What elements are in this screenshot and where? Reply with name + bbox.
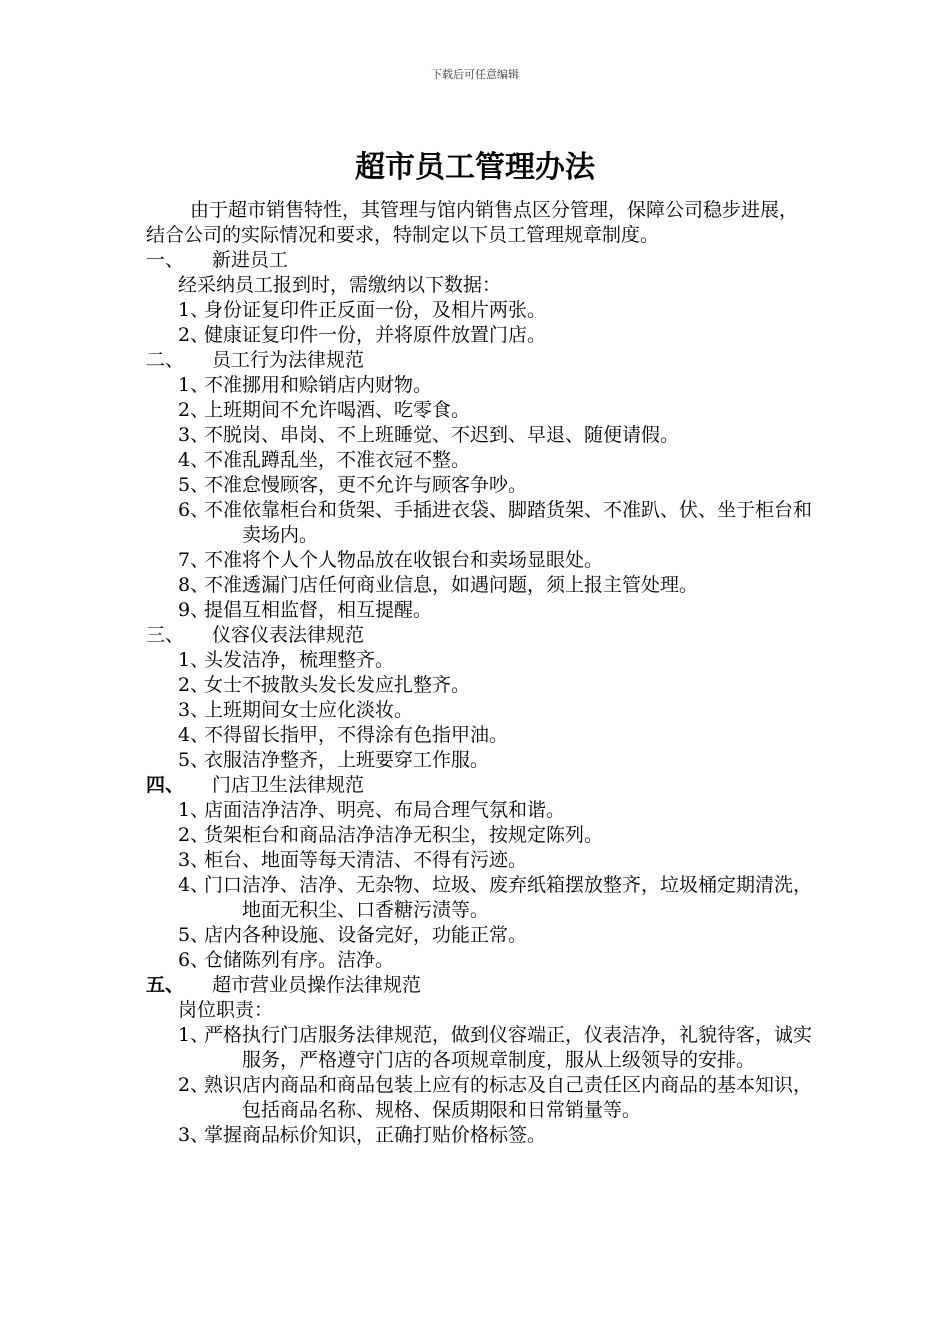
item-number: 4、 xyxy=(178,874,210,896)
list-item xyxy=(146,648,816,673)
section-label: 新进员工 xyxy=(212,249,289,271)
list-item xyxy=(146,573,816,598)
list-item xyxy=(146,723,816,748)
item-number: 2、 xyxy=(178,674,210,696)
item-text: 货架柜台和商品洁净洁净无积尘，按规定陈列。 xyxy=(204,824,604,846)
item-text: 身份证复印件正反面一份，及相片两张。 xyxy=(204,299,547,321)
section-sub-intro: 岗位职责： xyxy=(178,999,274,1021)
section-label: 员工行为法律规范 xyxy=(212,349,365,371)
section-heading xyxy=(146,348,816,373)
item-text: 不准乱蹲乱坐，不准衣冠不整。 xyxy=(204,449,471,471)
item-number: 4、 xyxy=(178,724,210,746)
list-item xyxy=(146,948,816,973)
list-item xyxy=(146,473,816,498)
section-number: 二、 xyxy=(146,349,185,371)
document-title: 超市员工管理办法 xyxy=(355,150,595,185)
section-4 xyxy=(146,773,816,973)
item-text: 店面洁净洁净、明亮、布局合理气氛和谐。 xyxy=(204,799,566,821)
item-text: 不得留长指甲，不得涂有色指甲油。 xyxy=(204,724,509,746)
item-number: 4、 xyxy=(178,449,210,471)
item-number: 1、 xyxy=(178,799,210,821)
item-number: 3、 xyxy=(178,1124,210,1146)
section-heading xyxy=(146,248,816,273)
item-text: 不准将个人个人物品放在收银台和卖场显眼处。 xyxy=(204,549,604,571)
section-2 xyxy=(146,348,816,623)
item-number: 2、 xyxy=(178,399,210,421)
section-1 xyxy=(146,248,816,348)
section-label: 门店卫生法律规范 xyxy=(212,774,365,796)
item-number: 1、 xyxy=(178,1024,210,1046)
item-text: 不准挪用和赊销店内财物。 xyxy=(204,374,433,396)
sections-container xyxy=(146,248,816,1148)
section-label: 超市营业员操作法律规范 xyxy=(212,974,422,996)
item-text: 柜台、地面等每天清洁、不得有污迹。 xyxy=(204,849,528,871)
list-item xyxy=(146,1123,816,1148)
list-item xyxy=(146,798,816,823)
section-items xyxy=(146,1023,816,1148)
item-number: 1、 xyxy=(178,299,210,321)
item-number: 3、 xyxy=(178,424,210,446)
item-number: 1、 xyxy=(178,649,210,671)
list-item xyxy=(146,373,816,398)
list-item xyxy=(146,748,816,773)
item-text: 熟识店内商品和商品包装上应有的标志及自己责任区内商品的基本知识，包括商品名称、规格、保质期限和日常销量等。 xyxy=(204,1074,813,1121)
item-number: 6、 xyxy=(178,499,210,521)
section-number: 三、 xyxy=(146,624,185,646)
item-text: 掌握商品标价知识，正确打贴价格标签。 xyxy=(204,1124,547,1146)
section-label: 仪容仪表法律规范 xyxy=(212,624,365,646)
item-text: 不准依靠柜台和货架、手插进衣袋、脚踏货架、不准趴、伏、坐于柜台和卖场内。 xyxy=(204,499,813,546)
section-items xyxy=(146,298,816,348)
item-number: 2、 xyxy=(178,324,210,346)
item-number: 5、 xyxy=(178,749,210,771)
item-number: 5、 xyxy=(178,474,210,496)
section-number: 一、 xyxy=(146,249,185,271)
section-number: 四、 xyxy=(146,774,185,796)
item-text: 上班期间女士应化淡妆。 xyxy=(204,699,414,721)
item-text: 衣服洁净整齐，上班要穿工作服。 xyxy=(204,749,490,771)
item-number: 8、 xyxy=(178,574,210,596)
list-item xyxy=(146,323,816,348)
intro-paragraph: 由于超市销售特性，其管理与馆内销售点区分管理，保障公司稳步进展，结合公司的实际情况和要求，特制定以下员工管理规章制度。 xyxy=(146,199,799,246)
item-text: 店内各种设施、设备完好，功能正常。 xyxy=(204,924,528,946)
section-items xyxy=(146,648,816,773)
item-text: 提倡互相监督，相互提醒。 xyxy=(204,599,433,621)
list-item xyxy=(146,548,816,573)
item-text: 严格执行门店服务法律规范，做到仪容端正，仪表洁净，礼貌待客，诚实服务，严格遵守门店的各项规章制度，服从上级领导的安排。 xyxy=(204,1024,813,1071)
section-heading xyxy=(146,623,816,648)
list-item xyxy=(146,498,816,548)
header-note: 下载后可任意编辑 xyxy=(431,68,519,81)
list-item xyxy=(146,823,816,848)
list-item xyxy=(146,848,816,873)
list-item xyxy=(146,1023,816,1073)
section-items xyxy=(146,373,816,623)
section-heading xyxy=(146,773,816,798)
section-items xyxy=(146,798,816,973)
item-number: 3、 xyxy=(178,849,210,871)
item-text: 门口洁净、洁净、无杂物、垃圾、废弃纸箱摆放整齐，垃圾桶定期清洗，地面无积尘、口香糖污渍等。 xyxy=(204,874,813,921)
item-text: 不准透漏门店任何商业信息，如遇问题，须上报主管处理。 xyxy=(204,574,699,596)
section-3 xyxy=(146,623,816,773)
section-number: 五、 xyxy=(146,974,185,996)
item-number: 2、 xyxy=(178,824,210,846)
list-item xyxy=(146,423,816,448)
list-item xyxy=(146,448,816,473)
item-text: 上班期间不允许喝酒、吃零食。 xyxy=(204,399,471,421)
section-heading xyxy=(146,973,816,998)
document-body xyxy=(146,198,816,1148)
item-number: 2、 xyxy=(178,1074,210,1096)
item-text: 仓储陈列有序。洁净。 xyxy=(204,949,395,971)
list-item xyxy=(146,298,816,323)
list-item xyxy=(146,398,816,423)
item-number: 9、 xyxy=(178,599,210,621)
item-number: 7、 xyxy=(178,549,210,571)
list-item xyxy=(146,673,816,698)
item-number: 1、 xyxy=(178,374,210,396)
list-item xyxy=(146,598,816,623)
list-item xyxy=(146,1073,816,1123)
item-number: 6、 xyxy=(178,949,210,971)
section-sub-intro: 经采纳员工报到时，需缴纳以下数据： xyxy=(178,274,502,296)
item-text: 头发洁净，梳理整齐。 xyxy=(204,649,395,671)
list-item xyxy=(146,873,816,923)
item-text: 不准怠慢顾客，更不允许与顾客争吵。 xyxy=(204,474,528,496)
item-text: 不脱岗、串岗、不上班睡觉、不迟到、早退、随便请假。 xyxy=(204,424,680,446)
section-5 xyxy=(146,973,816,1148)
item-number: 3、 xyxy=(178,699,210,721)
list-item xyxy=(146,923,816,948)
item-number: 5、 xyxy=(178,924,210,946)
item-text: 女士不披散头发长发应扎整齐。 xyxy=(204,674,471,696)
list-item xyxy=(146,698,816,723)
item-text: 健康证复印件一份，并将原件放置门店。 xyxy=(204,324,547,346)
